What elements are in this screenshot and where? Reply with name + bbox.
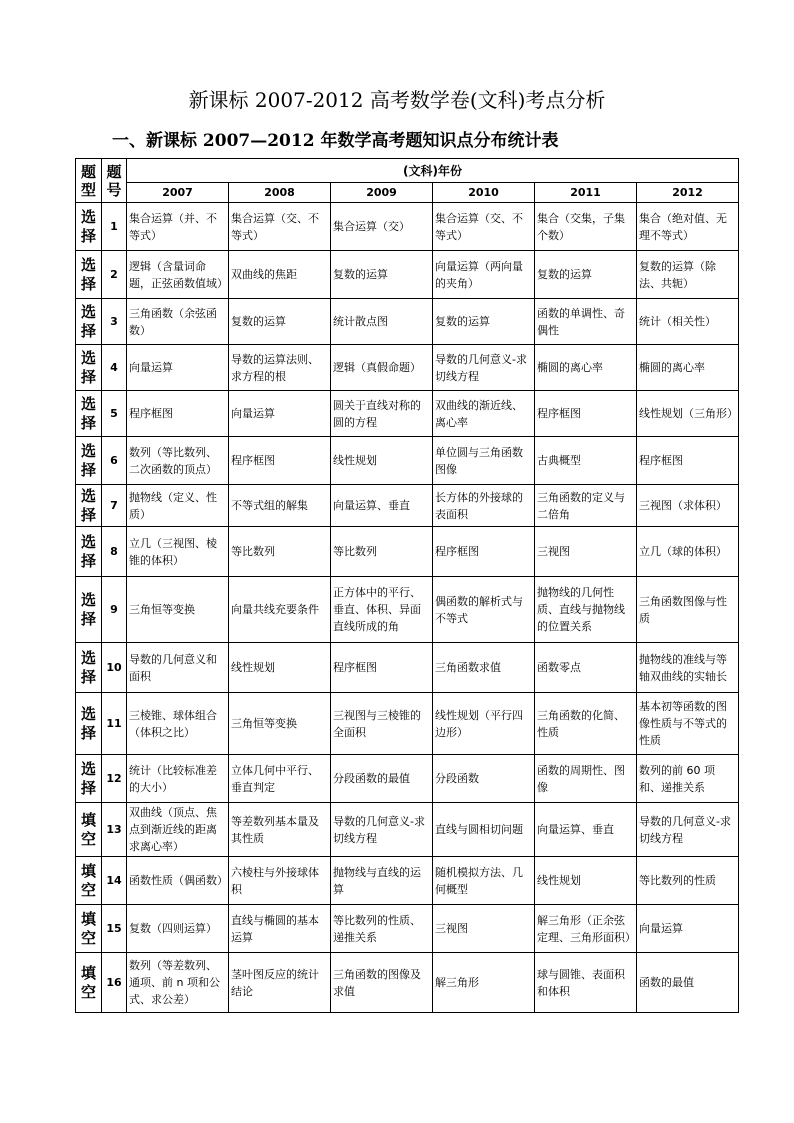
section-heading: 一、新课标 2007—2012 年数学高考题知识点分布统计表: [112, 131, 559, 151]
table-row: [76, 643, 739, 693]
topic-cell: 三视图: [433, 905, 535, 953]
topic-cell: 基本初等函数的图像性质与不等式的性质: [637, 693, 739, 755]
page-title: 新课标 2007-2012 高考数学卷(文科)考点分析: [188, 88, 606, 112]
table-row: [76, 577, 739, 643]
topic-cell: 向量共线充要条件: [229, 577, 331, 643]
topic-cell: 立体几何中平行、垂直判定: [229, 755, 331, 803]
table-row: [76, 755, 739, 803]
topic-cell: 抛物线与直线的运算: [331, 857, 433, 905]
question-number-cell: 9: [102, 577, 127, 643]
topic-cell: 复数的运算: [433, 299, 535, 345]
topic-cell: 统计（比较标准差的大小）: [127, 755, 229, 803]
table-row: [76, 345, 739, 391]
question-number-cell: 1: [102, 203, 127, 251]
question-type-cell: 选择: [76, 299, 102, 345]
question-number-cell: 8: [102, 527, 127, 577]
table-year-row: [76, 183, 739, 203]
year-header: 2008: [229, 183, 331, 203]
topic-cell: 等差数列基本量及其性质: [229, 803, 331, 857]
year-header: 2011: [535, 183, 637, 203]
question-number-cell: 11: [102, 693, 127, 755]
header-question-type: 题型: [76, 159, 102, 203]
question-type-cell: 填空: [76, 905, 102, 953]
topic-cell: 复数的运算（除法、共轭）: [637, 251, 739, 299]
topic-cell: 长方体的外接球的表面积: [433, 485, 535, 527]
topic-cell: 三角函数的化简、性质: [535, 693, 637, 755]
topic-cell: 解三角形: [433, 953, 535, 1013]
topic-cell: 集合运算（交、不等式）: [229, 203, 331, 251]
topic-cell: 三角恒等变换: [127, 577, 229, 643]
topic-cell: 球与圆锥、表面积和体积: [535, 953, 637, 1013]
topic-cell: 集合运算（交、不等式）: [433, 203, 535, 251]
topic-cell: 导数的几何意义-求切线方程: [637, 803, 739, 857]
topic-cell: 线性规划: [535, 857, 637, 905]
question-number-cell: 16: [102, 953, 127, 1013]
topic-cell: 函数的最值: [637, 953, 739, 1013]
table-row: [76, 857, 739, 905]
topic-cell: 数列的前 60 项和、递推关系: [637, 755, 739, 803]
table-row: [76, 203, 739, 251]
question-number-cell: 10: [102, 643, 127, 693]
topic-cell: 三角函数（余弦函数）: [127, 299, 229, 345]
topic-cell: 双曲线的焦距: [229, 251, 331, 299]
topic-cell: 等比数列的性质、递推关系: [331, 905, 433, 953]
header-question-number: 题号: [102, 159, 127, 203]
topic-cell: 三角函数的图像及求值: [331, 953, 433, 1013]
topic-cell: 线性规划: [229, 643, 331, 693]
table-row: [76, 251, 739, 299]
topic-cell: 集合（交集，子集个数）: [535, 203, 637, 251]
topic-cell: 等比数列: [331, 527, 433, 577]
table-row: [76, 953, 739, 1013]
question-number-cell: 5: [102, 391, 127, 437]
topic-cell: 抛物线（定义、性质）: [127, 485, 229, 527]
table-row: [76, 299, 739, 345]
year-header: 2010: [433, 183, 535, 203]
topic-cell: 逻辑（含量词命题，正弦函数值域）: [127, 251, 229, 299]
table-row: [76, 391, 739, 437]
topic-cell: 正方体中的平行、垂直、体积、异面直线所成的角: [331, 577, 433, 643]
question-type-cell: 选择: [76, 203, 102, 251]
question-type-cell: 选择: [76, 251, 102, 299]
topic-cell: 程序框图: [331, 643, 433, 693]
topic-cell: 解三角形（正余弦定理、三角形面积）: [535, 905, 637, 953]
table-row: [76, 693, 739, 755]
topic-cell: 复数（四则运算）: [127, 905, 229, 953]
topic-cell: 圆关于直线对称的圆的方程: [331, 391, 433, 437]
topic-cell: 函数的单调性、奇偶性: [535, 299, 637, 345]
header-year-group: (文科)年份: [127, 159, 739, 183]
topic-cell: 集合运算（并、不等式）: [127, 203, 229, 251]
question-number-cell: 7: [102, 485, 127, 527]
topic-cell: 分段函数: [433, 755, 535, 803]
question-type-cell: 填空: [76, 857, 102, 905]
topic-cell: 随机模拟方法、几何概型: [433, 857, 535, 905]
topic-cell: 立几（球的体积）: [637, 527, 739, 577]
topic-cell: 向量运算、垂直: [331, 485, 433, 527]
table-row: [76, 437, 739, 485]
question-number-cell: 3: [102, 299, 127, 345]
topic-cell: 等比数列的性质: [637, 857, 739, 905]
topic-cell: 三视图: [535, 527, 637, 577]
question-number-cell: 14: [102, 857, 127, 905]
topic-cell: 三角恒等变换: [229, 693, 331, 755]
topic-cell: 线性规划: [331, 437, 433, 485]
question-number-cell: 2: [102, 251, 127, 299]
question-type-cell: 选择: [76, 345, 102, 391]
year-header: 2007: [127, 183, 229, 203]
topic-cell: 函数的周期性、图像: [535, 755, 637, 803]
topic-cell: 集合运算（交）: [331, 203, 433, 251]
topic-cell: 六棱柱与外接球体积: [229, 857, 331, 905]
question-number-cell: 12: [102, 755, 127, 803]
year-header: 2009: [331, 183, 433, 203]
topic-cell: 向量运算、垂直: [535, 803, 637, 857]
question-type-cell: 选择: [76, 391, 102, 437]
question-type-cell: 选择: [76, 755, 102, 803]
topic-cell: 线性规划（三角形）: [637, 391, 739, 437]
topic-cell: 逻辑（真假命题）: [331, 345, 433, 391]
topic-cell: 复数的运算: [535, 251, 637, 299]
question-type-cell: 选择: [76, 485, 102, 527]
topic-cell: 统计散点图: [331, 299, 433, 345]
topic-cell: 古典概型: [535, 437, 637, 485]
topic-cell: 等比数列: [229, 527, 331, 577]
topic-cell: 向量运算（两向量的夹角）: [433, 251, 535, 299]
knowledge-point-table: [75, 158, 739, 1013]
question-type-cell: 选择: [76, 437, 102, 485]
topic-cell: 程序框图: [229, 437, 331, 485]
topic-cell: 向量运算: [127, 345, 229, 391]
table-row: [76, 485, 739, 527]
topic-cell: 不等式组的解集: [229, 485, 331, 527]
topic-cell: 函数性质（偶函数）: [127, 857, 229, 905]
topic-cell: 直线与圆相切问题: [433, 803, 535, 857]
topic-cell: 程序框图: [433, 527, 535, 577]
question-type-cell: 选择: [76, 577, 102, 643]
topic-cell: 单位圆与三角函数图像: [433, 437, 535, 485]
topic-cell: 抛物线的准线与等轴双曲线的实轴长: [637, 643, 739, 693]
topic-cell: 双曲线（顶点、焦点到渐近线的距离求离心率）: [127, 803, 229, 857]
topic-cell: 抛物线的几何性质、直线与抛物线的位置关系: [535, 577, 637, 643]
table-row: [76, 803, 739, 857]
topic-cell: 三角函数求值: [433, 643, 535, 693]
topic-cell: 三视图与三棱锥的全面积: [331, 693, 433, 755]
topic-cell: 三角函数的定义与二倍角: [535, 485, 637, 527]
table-row: [76, 527, 739, 577]
topic-cell: 集合（绝对值、无理不等式）: [637, 203, 739, 251]
question-number-cell: 13: [102, 803, 127, 857]
topic-cell: 导数的几何意义和面积: [127, 643, 229, 693]
year-header: 2012: [637, 183, 739, 203]
topic-cell: 复数的运算: [229, 299, 331, 345]
topic-cell: 椭圆的离心率: [637, 345, 739, 391]
topic-cell: 复数的运算: [331, 251, 433, 299]
topic-cell: 分段函数的最值: [331, 755, 433, 803]
topic-cell: 程序框图: [127, 391, 229, 437]
topic-cell: 导数的运算法则、求方程的根: [229, 345, 331, 391]
topic-cell: 直线与椭圆的基本运算: [229, 905, 331, 953]
topic-cell: 三棱锥、球体组合（体积之比）: [127, 693, 229, 755]
question-type-cell: 填空: [76, 803, 102, 857]
topic-cell: 程序框图: [535, 391, 637, 437]
topic-cell: 程序框图: [637, 437, 739, 485]
topic-cell: 导数的几何意义-求切线方程: [433, 345, 535, 391]
topic-cell: 双曲线的渐近线、离心率: [433, 391, 535, 437]
topic-cell: 椭圆的离心率: [535, 345, 637, 391]
topic-cell: 茎叶图反应的统计结论: [229, 953, 331, 1013]
topic-cell: 统计（相关性）: [637, 299, 739, 345]
question-type-cell: 选择: [76, 643, 102, 693]
topic-cell: 三视图（求体积）: [637, 485, 739, 527]
question-type-cell: 选择: [76, 693, 102, 755]
topic-cell: 线性规划（平行四边形）: [433, 693, 535, 755]
question-type-cell: 填空: [76, 953, 102, 1013]
table-row: [76, 905, 739, 953]
question-number-cell: 4: [102, 345, 127, 391]
topic-cell: 数列（等差数列、通项、前 n 项和公式、求公差）: [127, 953, 229, 1013]
topic-cell: 数列（等比数列、二次函数的顶点）: [127, 437, 229, 485]
topic-cell: 函数零点: [535, 643, 637, 693]
topic-cell: 导数的几何意义-求切线方程: [331, 803, 433, 857]
topic-cell: 偶函数的解析式与不等式: [433, 577, 535, 643]
topic-cell: 立几（三视图、棱锥的体积）: [127, 527, 229, 577]
question-number-cell: 6: [102, 437, 127, 485]
topic-cell: 向量运算: [637, 905, 739, 953]
question-type-cell: 选择: [76, 527, 102, 577]
table-header-row: [76, 159, 739, 183]
topic-cell: 向量运算: [229, 391, 331, 437]
topic-cell: 三角函数图像与性质: [637, 577, 739, 643]
question-number-cell: 15: [102, 905, 127, 953]
